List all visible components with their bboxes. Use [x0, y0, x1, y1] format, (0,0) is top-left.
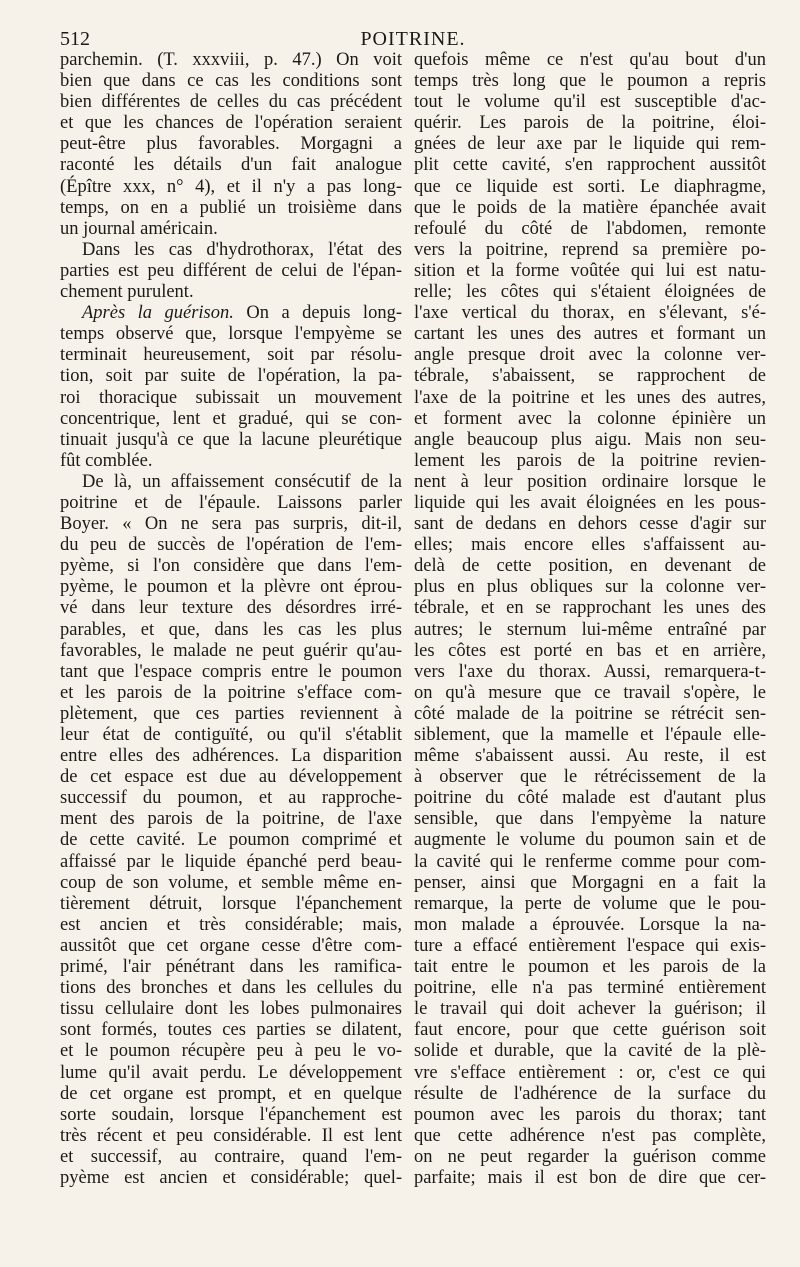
- text-line: poitrine et de l'épaule. Laissons parler: [60, 492, 402, 513]
- text-line: quefois même ce n'est qu'au bout d'un: [414, 50, 766, 70]
- text-line: parables, et que, dans les cas les plus: [60, 619, 402, 640]
- text-line: temps très long que le poumon a repris: [414, 71, 766, 92]
- text-line: vre s'efface entièrement : or, c'est ce qui: [414, 1062, 766, 1083]
- text-line: on ne peut regarder la guérison comme: [414, 1146, 766, 1167]
- text-line: de cette cavité. Le poumon comprimé et: [60, 830, 402, 851]
- page-number: 512: [60, 28, 90, 50]
- text-line: la cavité qui le renferme comme pour com-: [414, 851, 766, 872]
- text-line: favorables, le malade ne peut guérir qu'au-: [60, 640, 402, 661]
- text-line: cartant les unes des autres et formant un: [414, 324, 766, 345]
- text-line: côté malade de la poitrine se rétrécit sen-: [414, 703, 766, 724]
- page-header: [60, 26, 766, 52]
- text-line: delà de cette position, en devenant de: [414, 556, 766, 577]
- text-line: parties est peu différent de celui de l'épan-: [60, 260, 402, 281]
- text-line: que cette adhérence n'est pas complète,: [414, 1125, 766, 1146]
- text-line: primé, l'air pénétrant dans les ramifica-: [60, 957, 402, 978]
- text-line: un journal américain.: [60, 218, 218, 239]
- left-text-column: [60, 50, 402, 1189]
- text-line: entre elles des adhérences. La disparition: [60, 746, 402, 767]
- running-title: POITRINE.: [360, 28, 466, 50]
- text-line: peut-être plus favorables. Morgagni a: [60, 134, 402, 155]
- text-line: plit cette cavité, s'en rapprochent aussitôt: [414, 155, 766, 176]
- text-line: poitrine du côté malade est d'autant plus: [414, 788, 766, 809]
- text-line: affaissé par le liquide épanché perd beau-: [60, 851, 402, 872]
- text-line: Après la guérison. On a depuis long-: [82, 303, 402, 324]
- text-line: bien que dans ce cas les conditions sont: [60, 71, 402, 92]
- text-line: et les parois de la poitrine s'efface com-: [60, 682, 402, 703]
- text-line: tissu cellulaire dont les lobes pulmonaires: [60, 999, 402, 1020]
- text-line: tion, soit par suite de l'opération, la pa-: [60, 366, 402, 387]
- text-line: tait entre le poumon et les parois de la: [414, 957, 766, 978]
- text-line: concentrique, lent et gradué, qui se con-: [60, 408, 402, 429]
- text-line: sorte soudain, lorsque l'épanchement est: [60, 1104, 402, 1125]
- text-line: tions des bronches et dans les cellules du: [60, 978, 402, 999]
- text-line: successif du poumon, et au rapproche-: [60, 788, 402, 809]
- text-line: pyème est ancien et considérable; quel-: [60, 1167, 402, 1188]
- text-line: (Épître xxx, n° 4), et il n'y a pas long-: [60, 176, 402, 197]
- text-line: bien différentes de celles du cas précédent: [60, 92, 402, 113]
- text-line: tièrement détruit, lorsque l'épanchement: [60, 893, 402, 914]
- text-line: tinuait jusqu'à ce que la lacune pleurétique: [60, 429, 402, 450]
- text-line: fût comblée.: [60, 450, 153, 471]
- text-line: roi thoracique subissait un mouvement: [60, 387, 402, 408]
- text-line: solide et durable, que la cavité de la plè-: [414, 1041, 766, 1062]
- text-line: De là, un affaissement consécutif de la: [82, 471, 402, 492]
- text-line: on qu'à mesure que ce travail s'opère, le: [414, 682, 766, 703]
- text-line: sition et la forme voûtée qui lui est natu-: [414, 260, 766, 281]
- text-line: poitrine, elle n'a pas terminé entièrement: [414, 978, 766, 999]
- text-line: et forment avec la colonne épinière un: [414, 408, 766, 429]
- text-line: autres; le sternum lui-même entraîné par: [414, 619, 766, 640]
- text-line: résulte de l'adhérence de la surface du: [414, 1083, 766, 1104]
- text-line: de cet organe est prompt, et en quelque: [60, 1083, 402, 1104]
- text-line: lume qu'il avait perdu. Le développement: [60, 1062, 402, 1083]
- text-line: parfaite; mais il est bon de dire que cer-: [414, 1167, 766, 1188]
- text-line: est ancien et très considérable; mais,: [60, 914, 402, 935]
- text-line: tébrale, s'abaissent, se rapprochent de: [414, 366, 766, 387]
- text-line: angle beaucoup plus aigu. Mais non seu-: [414, 429, 766, 450]
- text-line: raconté les détails d'un fait analogue: [60, 155, 402, 176]
- text-line: augmente le volume du poumon sain et de: [414, 830, 766, 851]
- text-line: sant de dedans en dehors cesse d'agir sur: [414, 514, 766, 535]
- text-line: refoulé du côté de l'abdomen, remonte: [414, 218, 766, 239]
- text-line: l'axe vertical du thorax, en s'élevant, s'é-: [414, 303, 766, 324]
- text-line: que le poids de la matière épanchée avait: [414, 197, 766, 218]
- text-line: pyème, le poumon et la plèvre ont éprou-: [60, 577, 402, 598]
- text-line: ture a effacé entièrement l'espace qui exis-: [414, 935, 766, 956]
- text-line: ment des parois de la poitrine, de l'axe: [60, 809, 402, 830]
- text-line: coup de son volume, et semble même en-: [60, 872, 402, 893]
- text-line: chement purulent.: [60, 282, 194, 303]
- text-line: tébrale, et en se rapprochant les unes des: [414, 598, 766, 619]
- text-line: de cet espace est due au développement: [60, 767, 402, 788]
- text-line: parchemin. (T. xxxviii, p. 47.) On voit: [60, 50, 402, 70]
- text-line: vers la poitrine, reprend sa première po-: [414, 239, 766, 260]
- text-line: temps observé que, lorsque l'empyème se: [60, 324, 402, 345]
- text-line: sont formés, toutes ces parties se dilatent,: [60, 1020, 402, 1041]
- text-line: tout le volume qu'il est susceptible d'ac-: [414, 92, 766, 113]
- right-text-column: [414, 50, 766, 1189]
- text-line: vé dans leur texture des désordres irré-: [60, 598, 402, 619]
- text-line: tant que l'espace compris entre le poumon: [60, 661, 402, 682]
- text-line: plètement, que ces parties reviennent à: [60, 703, 402, 724]
- text-line: du peu de succès de l'opération de l'em-: [60, 535, 402, 556]
- text-line: temps, on en a publié un troisième dans: [60, 197, 402, 218]
- section-lead-in: Après la guérison.: [82, 303, 234, 324]
- text-line: gnées de leur axe par le liquide qui rem-: [414, 134, 766, 155]
- text-line: mon malade a éprouvée. Lorsque la na-: [414, 914, 766, 935]
- text-line: penser, ainsi que Morgagni en a fait la: [414, 872, 766, 893]
- text-line: et que les chances de l'opération seraient: [60, 113, 402, 134]
- text-line: et successif, au contraire, quand l'em-: [60, 1146, 402, 1167]
- text-line: pyème, si l'on considère que dans l'em-: [60, 556, 402, 577]
- text-line: nent à leur position ordinaire lorsque le: [414, 471, 766, 492]
- text-line: vers l'axe du thorax. Aussi, remarquera-t-: [414, 661, 766, 682]
- text-line: même s'abaissent aussi. Au reste, il est: [414, 746, 766, 767]
- text-line: l'axe de la poitrine et les unes des autres,: [414, 387, 766, 408]
- text-line: quérir. Les parois de la poitrine, éloi-: [414, 113, 766, 134]
- text-line: leur état de contiguïté, ou qu'il s'établit: [60, 725, 402, 745]
- text-line: les côtes est porté en bas et en arrière,: [414, 640, 766, 661]
- text-line: siblement, que la mamelle et l'épaule elle-: [414, 725, 766, 745]
- text-line: terminait heureusement, soit par résolu-: [60, 345, 402, 366]
- text-line: sensible, que dans l'empyème la nature: [414, 809, 766, 830]
- text-line: relle; les côtes qui s'étaient éloignées de: [414, 282, 766, 303]
- text-line: à observer que le rétrécissement de la: [414, 767, 766, 788]
- text-line: lement les parois de la poitrine revien-: [414, 450, 766, 471]
- text-line: elles; mais encore elles s'affaissent au-: [414, 535, 766, 556]
- text-line: et le poumon récupère peu à peu le vo-: [60, 1041, 402, 1062]
- text-line: faut encore, pour que cette guérison soit: [414, 1020, 766, 1041]
- text-line: angle presque droit avec la colonne ver-: [414, 345, 766, 366]
- text-line: aussitôt que cet organe cesse d'être com-: [60, 935, 402, 956]
- text-line: que ce liquide est sorti. Le diaphragme,: [414, 176, 766, 197]
- text-line: le travail qui doit achever la guérison; il: [414, 999, 766, 1020]
- text-line: liquide qui les avait éloignées en les pous-: [414, 492, 766, 513]
- text-line: poumon avec les parois du thorax; tant: [414, 1104, 766, 1125]
- text-line: très récent et peu considérable. Il est lent: [60, 1125, 402, 1146]
- text-line: remarque, la perte de volume que le pou-: [414, 893, 766, 914]
- text-line: Dans les cas d'hydrothorax, l'état des: [82, 239, 402, 260]
- text-line: plus en plus obliques sur la colonne ver-: [414, 577, 766, 598]
- text-line: Boyer. « On ne sera pas surpris, dit-il,: [60, 514, 402, 535]
